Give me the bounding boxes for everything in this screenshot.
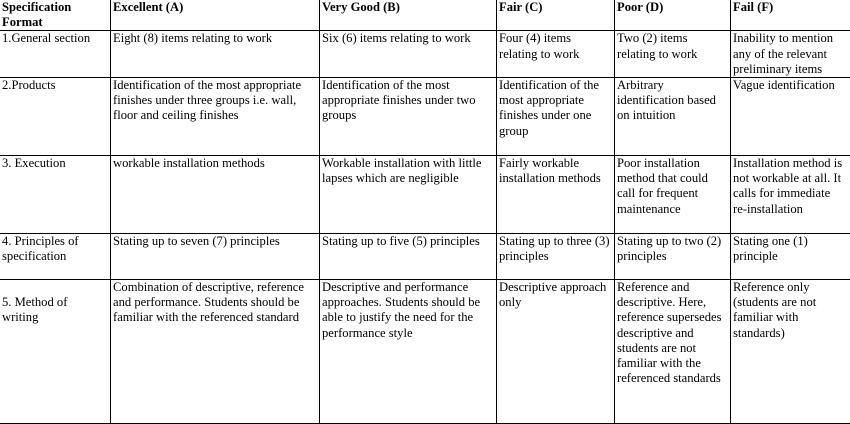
row-label-text: 5. Method of writing [2, 280, 106, 325]
table-row-general-section [0, 31, 850, 78]
header-excellent: Excellent (A) [111, 0, 320, 31]
header-specification-format: Specification Format [0, 0, 111, 31]
cell-very-good: Six (6) items relating to work [320, 31, 497, 78]
cell-very-good: Identification of the most appropriate finishes under two groups [320, 78, 497, 156]
cell-poor: Reference and descriptive. Here, reference supersedes descriptive and students are not familiar with the referenced standards [615, 280, 731, 424]
header-poor: Poor (D) [615, 0, 731, 31]
cell-excellent: Combination of descriptive, reference and performance. Students should be familiar with the referenced standard [111, 280, 320, 424]
table-row-execution [0, 156, 850, 234]
cell-poor: Arbitrary identification based on intuition [615, 78, 731, 156]
cell-fail: Installation method is not workable at all. It calls for immediate re-installation [731, 156, 850, 234]
row-label: 2.Products [0, 78, 111, 156]
table-row-method-of-writing [0, 280, 850, 424]
cell-excellent: Stating up to seven (7) principles [111, 234, 320, 280]
cell-fair: Identification of the most appropriate finishes under one group [497, 78, 615, 156]
cell-fail: Vague identification [731, 78, 850, 156]
header-row [0, 0, 850, 31]
row-label: 1.General section [0, 31, 111, 78]
header-fail: Fail (F) [731, 0, 850, 31]
row-label [0, 280, 111, 424]
cell-excellent: Eight (8) items relating to work [111, 31, 320, 78]
table-row-principles [0, 234, 850, 280]
header-very-good: Very Good (B) [320, 0, 497, 31]
cell-poor: Two (2) items relating to work [615, 31, 731, 78]
cell-fair: Descriptive approach only [497, 280, 615, 424]
row-label: 3. Execution [0, 156, 111, 234]
cell-fair: Four (4) items relating to work [497, 31, 615, 78]
cell-fair: Stating up to three (3) principles [497, 234, 615, 280]
cell-fail: Reference only (students are not familiar with standards) [731, 280, 850, 424]
header-fair: Fair (C) [497, 0, 615, 31]
cell-poor: Stating up to two (2) principles [615, 234, 731, 280]
row-label: 4. Principles of specification [0, 234, 111, 280]
cell-poor: Poor installation method that could call for frequent maintenance [615, 156, 731, 234]
cell-very-good: Descriptive and performance approaches. Students should be able to justify the need for the performance style [320, 280, 497, 424]
cell-excellent: workable installation methods [111, 156, 320, 234]
cell-fail: Stating one (1) principle [731, 234, 850, 280]
cell-very-good: Workable installation with little lapses which are negligible [320, 156, 497, 234]
cell-excellent: Identification of the most appropriate finishes under three groups i.e. wall, floor and ceiling finishes [111, 78, 320, 156]
table-row-products [0, 78, 850, 156]
cell-fair: Fairly workable installation methods [497, 156, 615, 234]
cell-fail: Inability to mention any of the relevant preliminary items [731, 31, 850, 78]
cell-very-good: Stating up to five (5) principles [320, 234, 497, 280]
